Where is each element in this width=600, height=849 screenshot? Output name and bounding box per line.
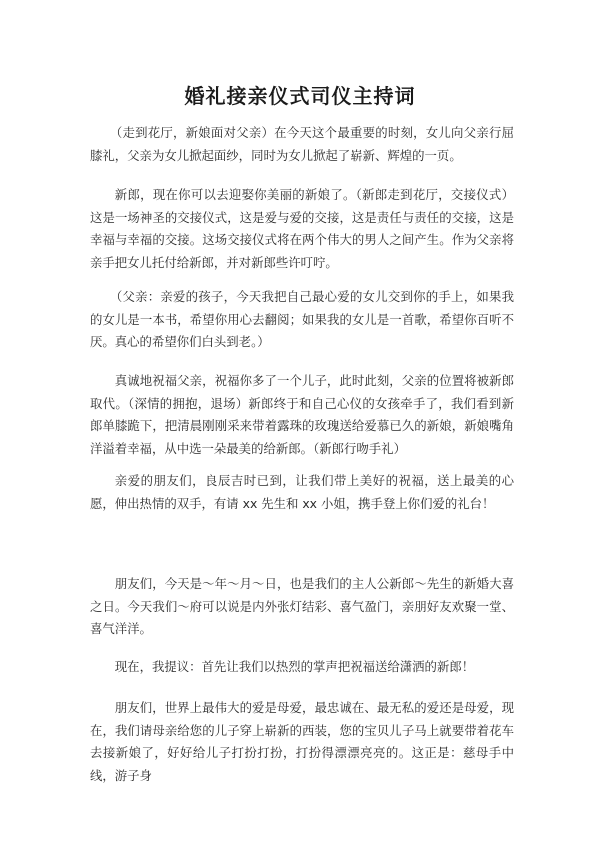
paragraph-2: 新郎，现在你可以去迎娶你美丽的新娘了。（新郎走到花厅，交接仪式）这是一场神圣的交接仪式，这是爱与爱的交接，这是责任与责任的交接，这是幸福与幸福的交接。这场交接仪式将在两个伟大的男人之间产生。作为父亲将亲手把女儿托付给新郎，并对新郎些许叮咛。 xyxy=(90,187,514,270)
paragraph-4: 真诚地祝福父亲，祝福你多了一个儿子，此时此刻，父亲的位置将被新郎取代。（深情的拥抱，退场）新郎终于和自己心仪的女孩牵手了，我们看到新郎单膝跪下，把清晨刚刚采来带着露珠的玫瑰送给爱慕已久的新娘，新娘嘴角洋溢着幸福，从中选一朵最美的给新郎。（新郎行吻手礼） xyxy=(90,373,514,456)
paragraph-3: （父亲：亲爱的孩子，今天我把自己最心爱的女儿交到你的手上，如果我的女儿是一本书，希望你用心去翻阅；如果我的女儿是一首歌，希望你百听不厌。真心的希望你们白头到老。） xyxy=(90,289,514,349)
paragraph-1: （走到花厅，新娘面对父亲）在今天这个最重要的时刻，女儿向父亲行屈膝礼，父亲为女儿掀起面纱，同时为女儿掀起了崭新、辉煌的一页。 xyxy=(90,125,514,163)
paragraph-6: 朋友们，今天是～年～月～日，也是我们的主人公新郎～先生的新婚大喜之日。今天我们～府可以说是内外张灯结彩、喜气盈门，亲朋好友欢聚一堂、喜气洋洋。 xyxy=(90,576,514,636)
paragraph-7: 现在，我提议：首先让我们以热烈的掌声把祝福送给潇洒的新郎！ xyxy=(114,659,475,674)
paragraph-8: 朋友们，世界上最伟大的爱是母爱，最忠诚在、最无私的爱还是母爱，现在，我们请母亲给您的儿子穿上崭新的西装，您的宝贝儿子马上就要带着花车去接新娘了，好好给儿子打扮打扮，打扮得漂漂亮亮的。这正是：慈母手中线，游子身 xyxy=(90,700,514,783)
paragraph-5: 亲爱的朋友们，良辰吉时已到，让我们带上美好的祝福，送上最美的心愿，伸出热情的双手，有请 xx 先生和 xx 小姐，携手登上你们爱的礼台！ xyxy=(90,473,514,511)
document-title: 婚礼接亲仪式司仪主持词 xyxy=(184,84,416,108)
